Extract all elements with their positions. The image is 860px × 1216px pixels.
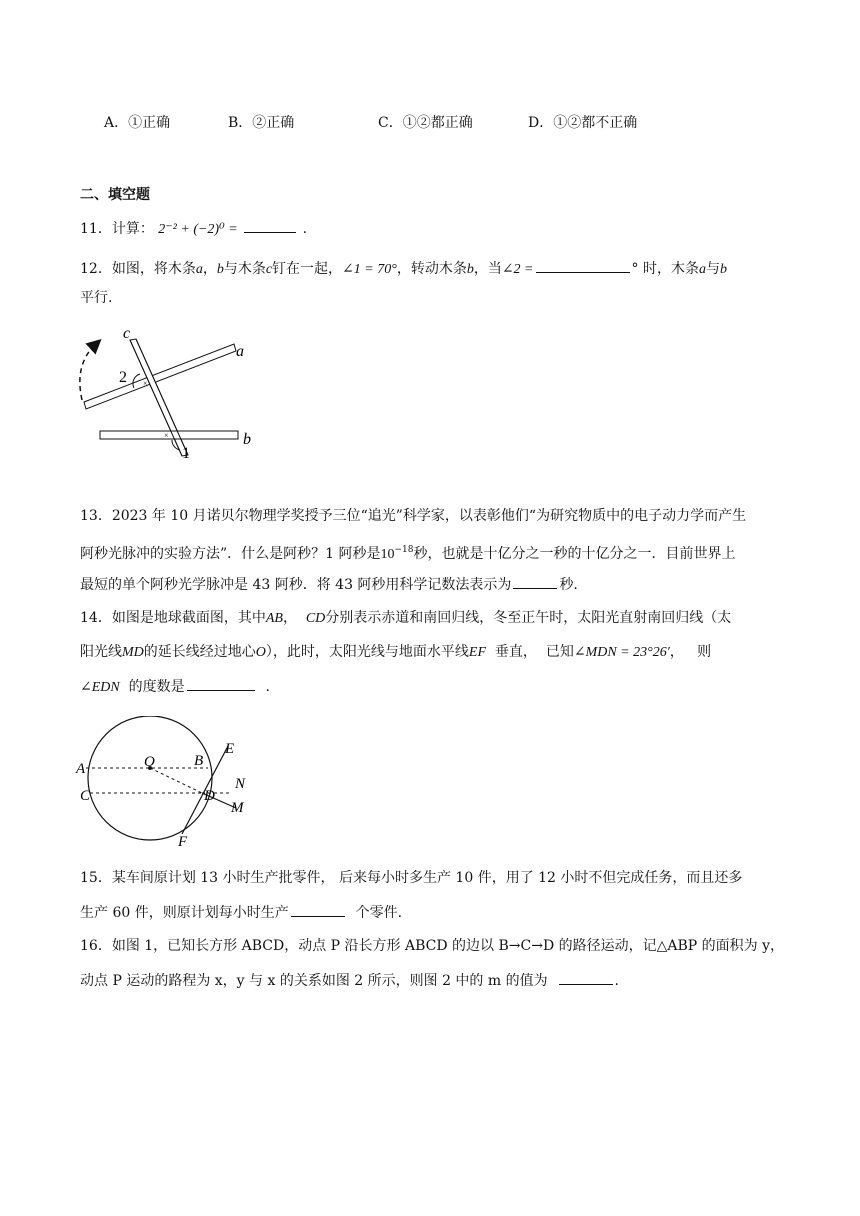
label-f: F <box>178 834 188 850</box>
q14-text: . <box>265 679 270 695</box>
question-11 <box>80 218 307 240</box>
label-a: a <box>236 343 244 360</box>
label-b: b <box>243 431 251 448</box>
question-12-line2: 平行. <box>80 290 113 306</box>
question-13-line1: 13．2023 年 10 月诺贝尔物理学奖授予三位“追光”科学家，以表彰他们“为研究物质中的电子动力学而产生 <box>80 508 747 524</box>
question-14-line2 <box>80 642 711 663</box>
question-15-line1: 15．某车间原计划 13 小时生产批零件， 后来每小时多生产 10 件，用了 12 小时不但完成任务，而且还多 <box>80 870 743 886</box>
label-2: 2 <box>119 369 127 386</box>
q13-answer-blank <box>513 574 557 589</box>
label-m: M <box>231 800 244 816</box>
q14-text: ， <box>669 644 684 660</box>
q14-var: MD <box>122 645 144 660</box>
q14-answer-blank <box>187 676 255 691</box>
q11-answer-blank <box>244 218 296 233</box>
q13-text: 秒，也就是十亿分之一秒的十亿分之一．目前世界上 <box>413 546 736 562</box>
question-13-line2 <box>80 540 736 565</box>
q15-text: 生产 60 件，则原计划每小时生产 <box>80 905 289 921</box>
question-14-line3 <box>80 676 270 698</box>
label-b: B <box>194 753 204 769</box>
q14-text: 14．如图是地球截面图，其中 <box>80 610 266 626</box>
q12-text: ， <box>202 261 217 277</box>
q12-var: b <box>216 262 224 277</box>
q12-text: 钉在一起， <box>272 261 343 277</box>
nail-mark: × <box>164 431 169 440</box>
q12-text: ，当 <box>473 261 502 277</box>
label-n: N <box>235 776 246 792</box>
q12-var: a <box>195 262 203 277</box>
figure-q12-wooden-strips <box>70 322 270 462</box>
rotation-arrow-icon <box>80 344 96 400</box>
earth-circle <box>88 716 212 840</box>
label-o: O <box>144 754 155 770</box>
q14-angle-mdn: ∠MDN = 23°26′ <box>573 645 670 660</box>
q14-var: CD <box>305 611 326 626</box>
q13-text: 阿秒光脉冲的实验方法”．什么是阿秒？1 阿秒是 <box>80 546 381 562</box>
label-1: 1 <box>182 445 190 462</box>
q12-angle2: ∠2 = <box>501 262 534 277</box>
q14-text: ， <box>282 610 297 626</box>
q11-prefix: 11．计算： <box>80 221 154 237</box>
option-a: A．①正确 <box>104 115 171 131</box>
q14-var: O <box>255 645 266 660</box>
q14-text: 垂直， <box>494 644 537 660</box>
question-16-line2 <box>80 970 619 991</box>
nail-mark: × <box>143 379 148 388</box>
q12-text: 与木条 <box>223 261 266 277</box>
q14-text: 则 <box>697 644 712 660</box>
q14-var: EF <box>468 645 487 660</box>
question-13-line3 <box>80 574 578 595</box>
option-b: B．②正确 <box>228 115 295 131</box>
q12-var: b <box>466 262 474 277</box>
q12-var: c <box>265 262 273 277</box>
q12-angle1: ∠1 = 70° <box>342 262 397 277</box>
q12-text: 12．如图，将木条 <box>80 261 196 277</box>
q12-text: ，转动木条 <box>396 261 467 277</box>
q14-text: 的延长线经过地心 <box>143 644 256 660</box>
section-title: 二、填空题 <box>80 187 150 203</box>
q12-text: 与 <box>705 261 720 277</box>
q13-text: 最短的单个阿秒光学脉冲是 43 阿秒．将 43 阿秒用科学记数法表示为 <box>80 577 512 593</box>
q12-var: a <box>698 262 706 277</box>
option-d: D．①②都不正确 <box>528 115 638 131</box>
q11-expression: 2⁻² + (−2)⁰ = <box>158 222 238 237</box>
q14-text: 的度数是 <box>128 679 185 695</box>
question-14-line1 <box>80 608 731 629</box>
label-c: C <box>80 788 91 804</box>
q14-text: ），此时，太阳光线与地面水平线 <box>265 644 469 660</box>
q15-text: 个零件. <box>355 905 403 921</box>
q12-text: ° 时，木条 <box>631 261 699 277</box>
ray-od <box>150 768 202 793</box>
q12-answer-blank <box>536 258 630 273</box>
option-c: C．①②都正确 <box>378 115 473 131</box>
q15-answer-blank <box>291 902 345 917</box>
q13-power-base: 10 <box>380 547 395 562</box>
q16-text: . <box>614 973 619 989</box>
q14-var: AB <box>265 611 283 626</box>
q14-text: 阳光线 <box>80 644 122 660</box>
q14-text: 分别表示赤道和南回归线，冬至正午时，太阳光直射南回归线（太 <box>325 610 732 626</box>
question-16-line1: 16．如图 1，已知长方形 ABCD，动点 P 沿长方形 ABCD 的边以 B→C→D 的路径运动，记△ABP 的面积为 y， <box>80 938 785 954</box>
question-12-line1 <box>80 258 727 280</box>
q16-text: 动点 P 运动的路程为 x，y 与 x 的关系如图 2 所示，则图 2 中的 m 的值为 <box>80 973 548 989</box>
q12-var: b <box>719 262 727 277</box>
strip-b <box>100 431 238 439</box>
label-a: A <box>76 761 86 777</box>
label-c: c <box>123 325 131 342</box>
q13-text: 秒. <box>559 577 578 593</box>
q14-text: 已知 <box>545 644 574 660</box>
q11-suffix: . <box>302 221 308 237</box>
label-e: E <box>225 741 235 757</box>
q16-answer-blank <box>559 970 613 985</box>
q13-power-exponent: −18 <box>394 545 414 555</box>
question-15-line2 <box>80 902 402 923</box>
figure-q14-earth-cross-section <box>70 716 270 850</box>
label-d: D <box>204 788 215 804</box>
q14-angle-edn: ∠EDN <box>80 680 120 695</box>
